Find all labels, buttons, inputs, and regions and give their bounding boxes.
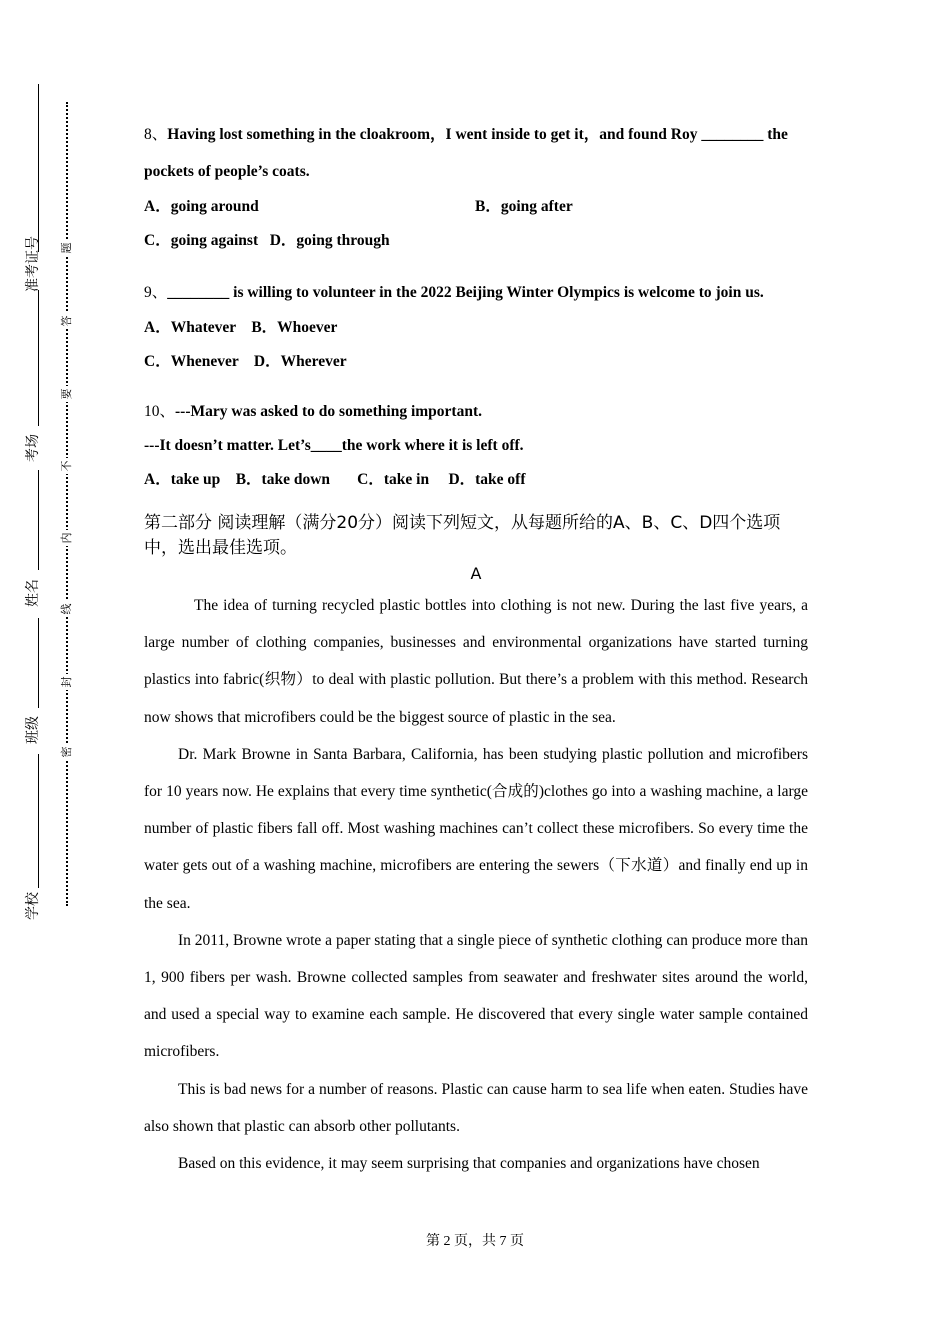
field-line (38, 754, 39, 888)
question-8 (144, 116, 808, 258)
seal-char: 不 (59, 458, 75, 474)
field-line (38, 290, 39, 426)
question-text: ---Mary was asked to do something important. (175, 403, 482, 420)
question-stem (144, 116, 808, 190)
field-line (38, 470, 39, 570)
question-text: Having lost something in the cloakroom，I went inside to get it，and found Roy ________ the pockets of people’s coats. (144, 126, 788, 180)
question-text: ________ is willing to volunteer in the 2022 Beijing Winter Olympics is welcome to join us. (167, 284, 764, 301)
reading-passage (144, 587, 808, 1182)
seal-char: 要 (59, 386, 75, 402)
name-label: 姓名 (25, 579, 41, 607)
option-b[interactable]: B．going after (475, 198, 573, 215)
passage-paragraph: Dr. Mark Browne in Santa Barbara, California, has been studying plastic pollution and microfibers for 10 years now. He explains that every time synthetic(合成的)clothes go into a washing machine, a large number of plastic fibers fall off. Most washing machines can’t collect these microfibers. So every time the water gets out of a washing machine, microfibers are entering the sewers（下水道）and finally end up in the sea. (144, 745, 808, 912)
school-label: 学校 (25, 892, 41, 920)
question-number: 10、 (144, 403, 176, 420)
option-a-b[interactable]: A．Whatever B．Whoever (144, 319, 338, 336)
passage-label: A (470, 564, 482, 583)
seal-dotted-line (66, 102, 68, 906)
exam-room-label: 考场 (25, 434, 41, 462)
option-c-d[interactable]: C．going against D．going through (144, 232, 390, 249)
seal-char: 内 (59, 530, 75, 546)
page-footer: 第 2 页，共 7 页 (426, 1234, 524, 1249)
page-content (144, 116, 808, 1182)
question-number: 9、 (144, 284, 168, 301)
question-9 (144, 274, 808, 379)
passage-paragraph: Based on this evidence, it may seem surprising that companies and organizations have chosen (178, 1155, 760, 1173)
passage-paragraph: In 2011, Browne wrote a paper stating that a single piece of synthetic clothing can produce more than 1, 900 fibers per wash. Browne collected samples from seawater and freshwater sites around the world, and used a special way to examine each sample. He discovered that every single water sample contained microfibers. (144, 931, 808, 1061)
seal-char: 线 (59, 601, 75, 617)
class-label: 班级 (25, 716, 41, 744)
passage-paragraph: The idea of turning recycled plastic bottles into clothing is not new. During the last five years, a large number of clothing companies, businesses and environmental organizations have started turning plastics into fabric(织物）to deal with plastic pollution. But there’s a problem with this method. Research now shows that microfibers could be the biggest source of plastic in the sea. (144, 597, 808, 726)
option-a-b-c-d[interactable]: A．take up B．take down C．take in D．take off (144, 471, 526, 488)
question-number: 8、 (144, 126, 168, 143)
question-stem (144, 395, 808, 429)
seal-char: 题 (59, 240, 75, 256)
question-10 (144, 395, 808, 497)
exam-number-label: 准考证号 (25, 236, 41, 292)
seal-char: 封 (59, 674, 75, 690)
seal-char: 答 (59, 313, 75, 329)
seal-char: 密 (59, 744, 75, 760)
question-text-line2: ---It doesn’t matter. Let’s____the work where it is left off. (144, 437, 524, 454)
binding-margin (0, 0, 110, 1344)
field-line (38, 84, 39, 252)
passage-paragraph: This is bad news for a number of reasons. Plastic can cause harm to sea life when eaten. Studies have also shown that plastic can absorb other pollutants. (144, 1080, 808, 1135)
option-row (144, 190, 808, 224)
question-stem (144, 274, 808, 311)
field-line (38, 618, 39, 708)
section-heading: 第二部分 阅读理解（满分20分）阅读下列短文，从每题所给的A、B、C、D四个选项中，选出最佳选项。 (144, 513, 781, 558)
option-a[interactable]: A．going around (144, 198, 259, 215)
option-c-d[interactable]: C．Whenever D．Wherever (144, 353, 347, 370)
